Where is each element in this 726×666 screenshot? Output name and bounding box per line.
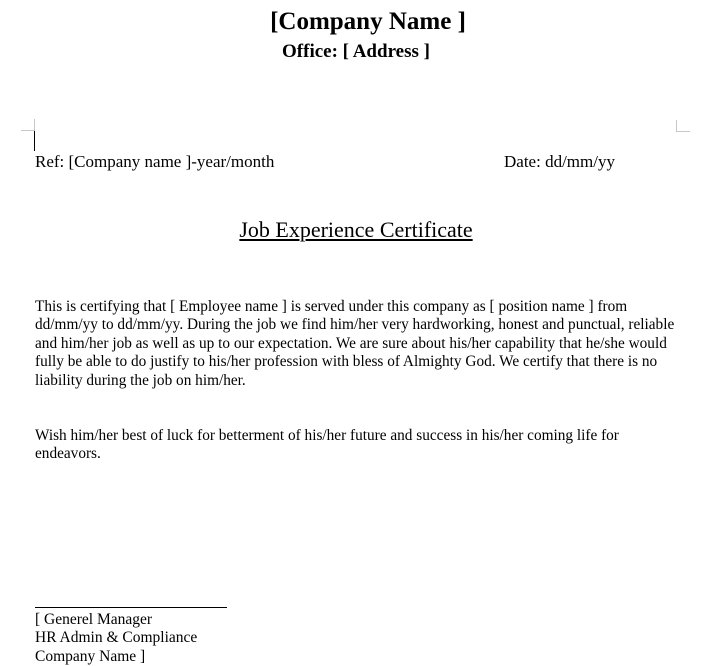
document-title-text: Job Experience Certificate — [239, 217, 473, 242]
reference-line: Ref: [Company name ]-year/month — [35, 152, 275, 171]
text-cursor — [34, 131, 35, 151]
margin-corner-left-v — [34, 119, 35, 131]
signatory-title: [ Generel Manager — [35, 611, 153, 628]
signatory-department: HR Admin & Compliance — [35, 629, 198, 646]
body-paragraph-2: Wish him/her best of luck for betterment of his/her future and success in his/her coming life for endeavors. — [35, 427, 619, 463]
margin-corner-right-h — [676, 131, 690, 132]
date-line: Date: dd/mm/yy — [504, 152, 615, 171]
company-name: [Company Name ] — [270, 8, 466, 35]
document-title — [0, 217, 712, 243]
signature-line — [35, 607, 227, 608]
office-address: Office: [ Address ] — [282, 41, 430, 62]
body-paragraph-1: This is certifying that [ Employee name ] is served under this company as [ position name ] from dd/mm/yy to dd/mm/yy. During the job we find him/her very hardworking, honest and punctual, reliable and him/her job as well as up to our expectation. We are sure about his/her capability that he/she would fully be able to do justify to his/her profession with bless of Almighty God. We certify that there is no liability during the job on him/her. — [35, 298, 675, 389]
signatory-company: Company Name ] — [35, 648, 146, 665]
margin-corner-left-h — [21, 130, 35, 131]
